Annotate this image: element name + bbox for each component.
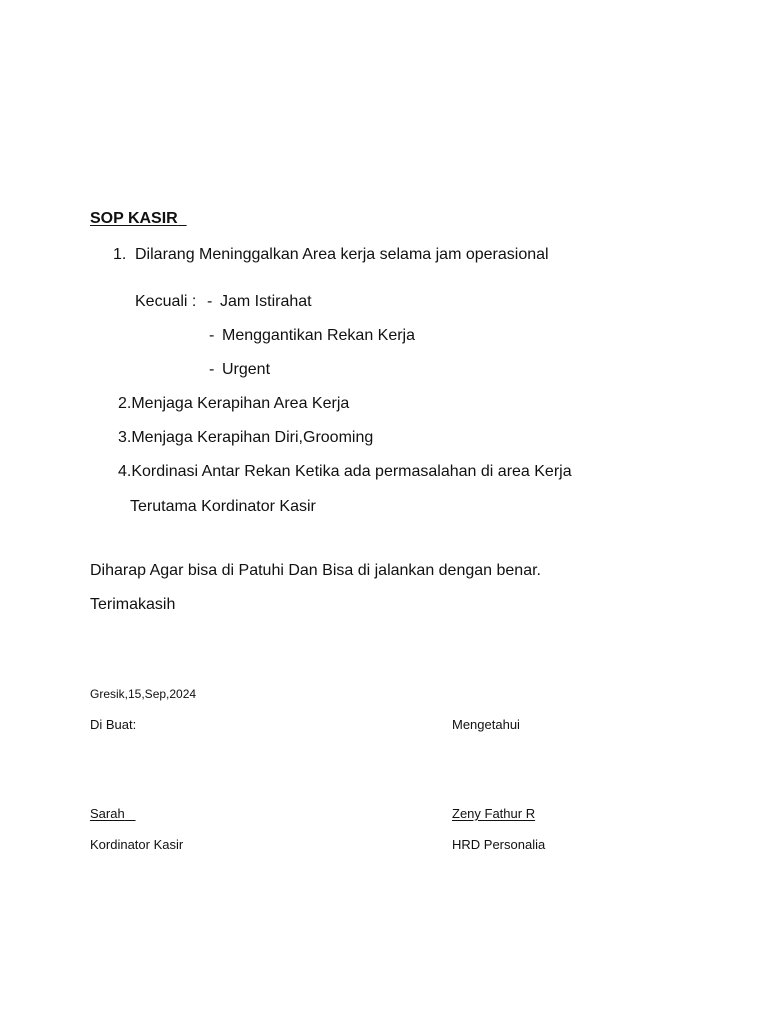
rule-4-continuation: Terutama Kordinator Kasir [130, 498, 316, 515]
rule-1-number: 1. [113, 246, 127, 263]
closing-thanks: Terimakasih [90, 596, 176, 613]
exception-item: Menggantikan Rekan Kerja [222, 327, 416, 344]
rule-1-text: Dilarang Meninggalkan Area kerja selama jam operasional [135, 246, 549, 263]
exception-item: Jam Istirahat [220, 293, 312, 310]
signature-right-heading: Mengetahui [452, 717, 520, 732]
signature-left-heading: Di Buat: [90, 717, 137, 732]
rule-4: 4.Kordinasi Antar Rekan Ketika ada permasalahan di area Kerja [118, 463, 572, 480]
rule-3: 3.Menjaga Kerapihan Diri,Grooming [118, 429, 374, 446]
place-date: Gresik,15,Sep,2024 [90, 687, 197, 701]
exception-dash: - [207, 293, 213, 310]
exception-dash: - [209, 327, 215, 344]
exception-item: Urgent [222, 361, 271, 378]
document-title: SOP KASIR [90, 210, 178, 227]
closing-note: Diharap Agar bisa di Patuhi Dan Bisa di jalankan dengan benar. [90, 562, 541, 579]
exception-label: Kecuali : [135, 293, 197, 310]
rule-2: 2.Menjaga Kerapihan Area Kerja [118, 395, 350, 412]
signature-left-name: Sarah [90, 806, 125, 821]
signature-right-role: HRD Personalia [452, 837, 546, 852]
signature-right-name: Zeny Fathur R [452, 806, 536, 821]
exception-dash: - [209, 361, 215, 378]
signature-left-role: Kordinator Kasir [90, 837, 184, 852]
